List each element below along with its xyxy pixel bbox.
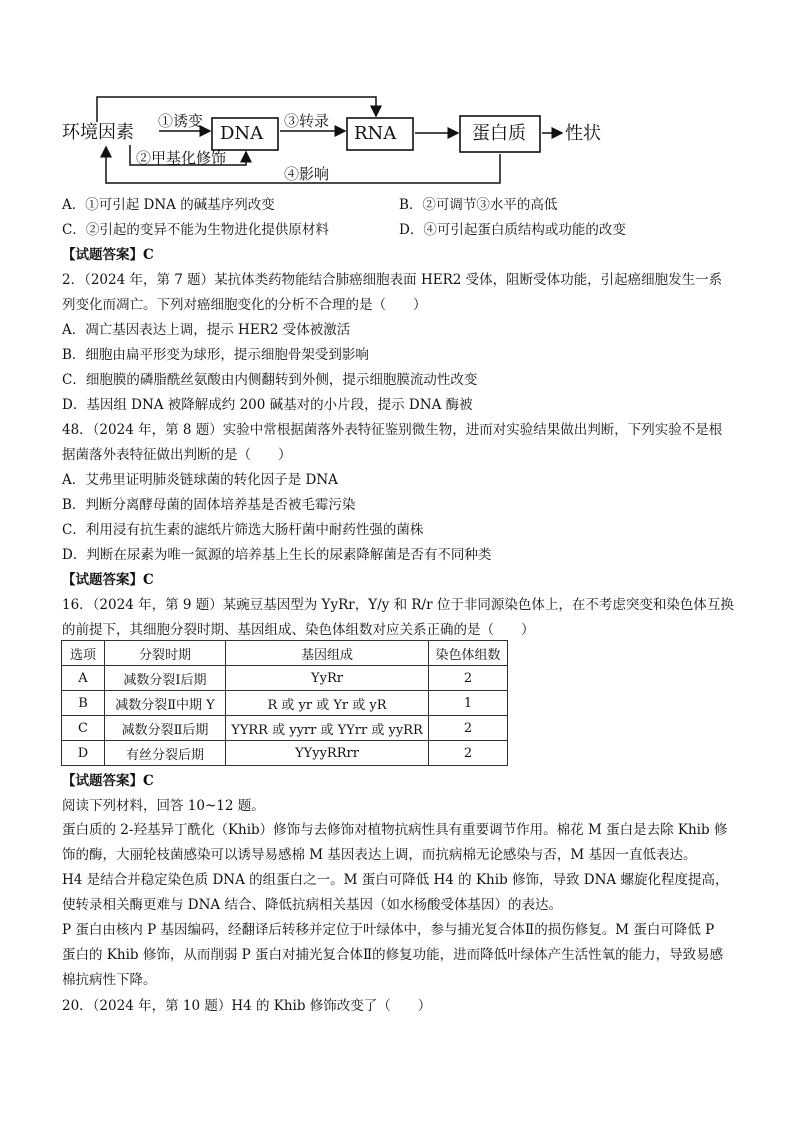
table-cell: YYRR 或 yyrr 或 YYrr 或 yyRR xyxy=(226,716,429,741)
dna-box-label: DNA xyxy=(220,123,264,144)
q48-stem-line2: 据菌落外表特征做出判断的是（ ） xyxy=(62,447,292,463)
q2-option-c: C．细胞膜的磷脂酰丝氨酸由内侧翻转到外侧，提示细胞膜流动性改变 xyxy=(62,372,478,388)
table-header-cell: 选项 xyxy=(62,641,105,666)
table-cell: 减数分裂Ⅰ后期 xyxy=(105,666,226,691)
q16-stem-line2: 的前提下，其细胞分裂时期、基因组成、染色体组数对应关系正确的是（ ） xyxy=(62,622,535,638)
table-cell: B xyxy=(62,691,105,716)
table-cell: YYyyRRrr xyxy=(226,741,429,766)
env-label: 环境因素 xyxy=(62,122,134,143)
table-cell: 有丝分裂后期 xyxy=(105,741,226,766)
mutate-label: ①诱变 xyxy=(158,112,204,130)
table-cell: 减数分裂Ⅱ中期 Y xyxy=(105,691,226,716)
trait-label: 性状 xyxy=(565,123,601,144)
q1-option-b: B．②可调节③水平的高低 xyxy=(399,197,558,213)
material-paragraph-1: 蛋白质的 2-羟基异丁酰化（Khib）修饰与去修饰对植物抗病性具有重要调节作用。棉花 M 蛋白是去除 Khib 修饰的酶，大丽轮枝菌感染可以诱导易感棉 M 基因表达上调，而抗病棉无论感染与否，M 基因一直低表达。 xyxy=(62,822,728,863)
q20-stem: 20．（2024 年，第 10 题）H4 的 Khib 修饰改变了（ ） xyxy=(62,998,432,1014)
table-cell: D xyxy=(62,741,105,766)
table-row xyxy=(62,666,508,691)
affect-label: ④影响 xyxy=(284,165,330,183)
q48-option-d: D．判断在尿素为唯一氮源的培养基上生长的尿素降解菌是否有不同种类 xyxy=(62,547,492,563)
q48-option-a: A．艾弗里证明肺炎链球菌的转化因子是 DNA xyxy=(62,472,338,488)
table-header-row xyxy=(62,641,508,666)
table-header-cell: 染色体组数 xyxy=(429,641,508,666)
table-cell: 2 xyxy=(429,716,508,741)
q16-stem-line1: 16．（2024 年，第 9 题）某豌豆基因型为 YyRr，Y/y 和 R/r 位于非同源染色体上，在不考虑突变和染色体互换 xyxy=(62,597,734,613)
q2-option-b: B．细胞由扁平形变为球形，提示细胞骨架受到影响 xyxy=(62,347,369,363)
q48-option-b: B．判断分离酵母菌的固体培养基是否被毛霉污染 xyxy=(62,497,356,513)
q2-stem-line1: 2．（2024 年，第 7 题）某抗体类药物能结合肺癌细胞表面 HER2 受体，阻断受体功能，引起癌细胞发生一系 xyxy=(62,272,723,288)
table-header-cell: 分裂时期 xyxy=(105,641,226,666)
q16-answer: 【试题答案】C xyxy=(62,773,154,789)
table-row xyxy=(62,716,508,741)
table-cell: YyRr xyxy=(226,666,429,691)
table-cell: 1 xyxy=(429,691,508,716)
q2-option-a: A．凋亡基因表达上调，提示 HER2 受体被激活 xyxy=(62,322,351,338)
q1-option-a: A．①可引起 DNA 的碱基序列改变 xyxy=(62,197,275,213)
material-intro: 阅读下列材料，回答 10~12 题。 xyxy=(62,798,265,814)
rna-box-label: RNA xyxy=(354,123,397,144)
diagram-arrows xyxy=(62,85,632,190)
transcribe-label: ③转录 xyxy=(284,112,330,130)
q1-option-d: D．④可引起蛋白质结构或功能的改变 xyxy=(399,222,626,238)
q48-answer: 【试题答案】C xyxy=(62,572,154,588)
table-cell: A xyxy=(62,666,105,691)
table-cell: 2 xyxy=(429,666,508,691)
q1-option-c: C．②引起的变异不能为生物进化提供原材料 xyxy=(62,222,329,238)
material-paragraph-3: P 蛋白由核内 P 基因编码，经翻译后转移并定位于叶绿体中，参与捕光复合体Ⅱ的损伤修复。M 蛋白可降低 P 蛋白的 Khib 修饰，从而削弱 P 蛋白对捕光复合体Ⅱ的修复功能，进而降低叶绿体产生活性氧的能力，导致易感棉抗病性下降。 xyxy=(62,922,724,988)
table-cell: C xyxy=(62,716,105,741)
q48-option-c: C．利用浸有抗生素的滤纸片筛选大肠杆菌中耐药性强的菌株 xyxy=(62,522,424,538)
q16-answer-table xyxy=(61,640,508,766)
q2-option-d: D．基因组 DNA 被降解成约 200 碱基对的小片段，提示 DNA 酶被 xyxy=(62,397,473,413)
table-cell: 减数分裂Ⅱ后期 xyxy=(105,716,226,741)
protein-box-label: 蛋白质 xyxy=(472,123,526,144)
methyl-label: ②甲基化修饰 xyxy=(136,149,227,167)
gene-expression-diagram xyxy=(62,85,632,190)
material-paragraph-2: H4 是结合并稳定染色质 DNA 的组蛋白之一。M 蛋白可降低 H4 的 Khib 修饰，导致 DNA 螺旋化程度提高，使转录相关酶更难与 DNA 结合、降低抗病相关基因（如水杨酸受体基因）的表达。 xyxy=(62,872,729,913)
q2-stem-line2: 列变化而凋亡。下列对癌细胞变化的分析不合理的是（ ） xyxy=(62,297,427,313)
table-cell: R 或 yr 或 Yr 或 yR xyxy=(226,691,429,716)
table-row xyxy=(62,691,508,716)
q1-answer: 【试题答案】C xyxy=(62,247,154,263)
table-header-cell: 基因组成 xyxy=(226,641,429,666)
table-row xyxy=(62,741,508,766)
q48-stem-line1: 48．（2024 年，第 8 题）实验中常根据菌落外表特征鉴别微生物，进而对实验结果做出判断，下列实验不是根 xyxy=(62,422,723,438)
table-cell: 2 xyxy=(429,741,508,766)
